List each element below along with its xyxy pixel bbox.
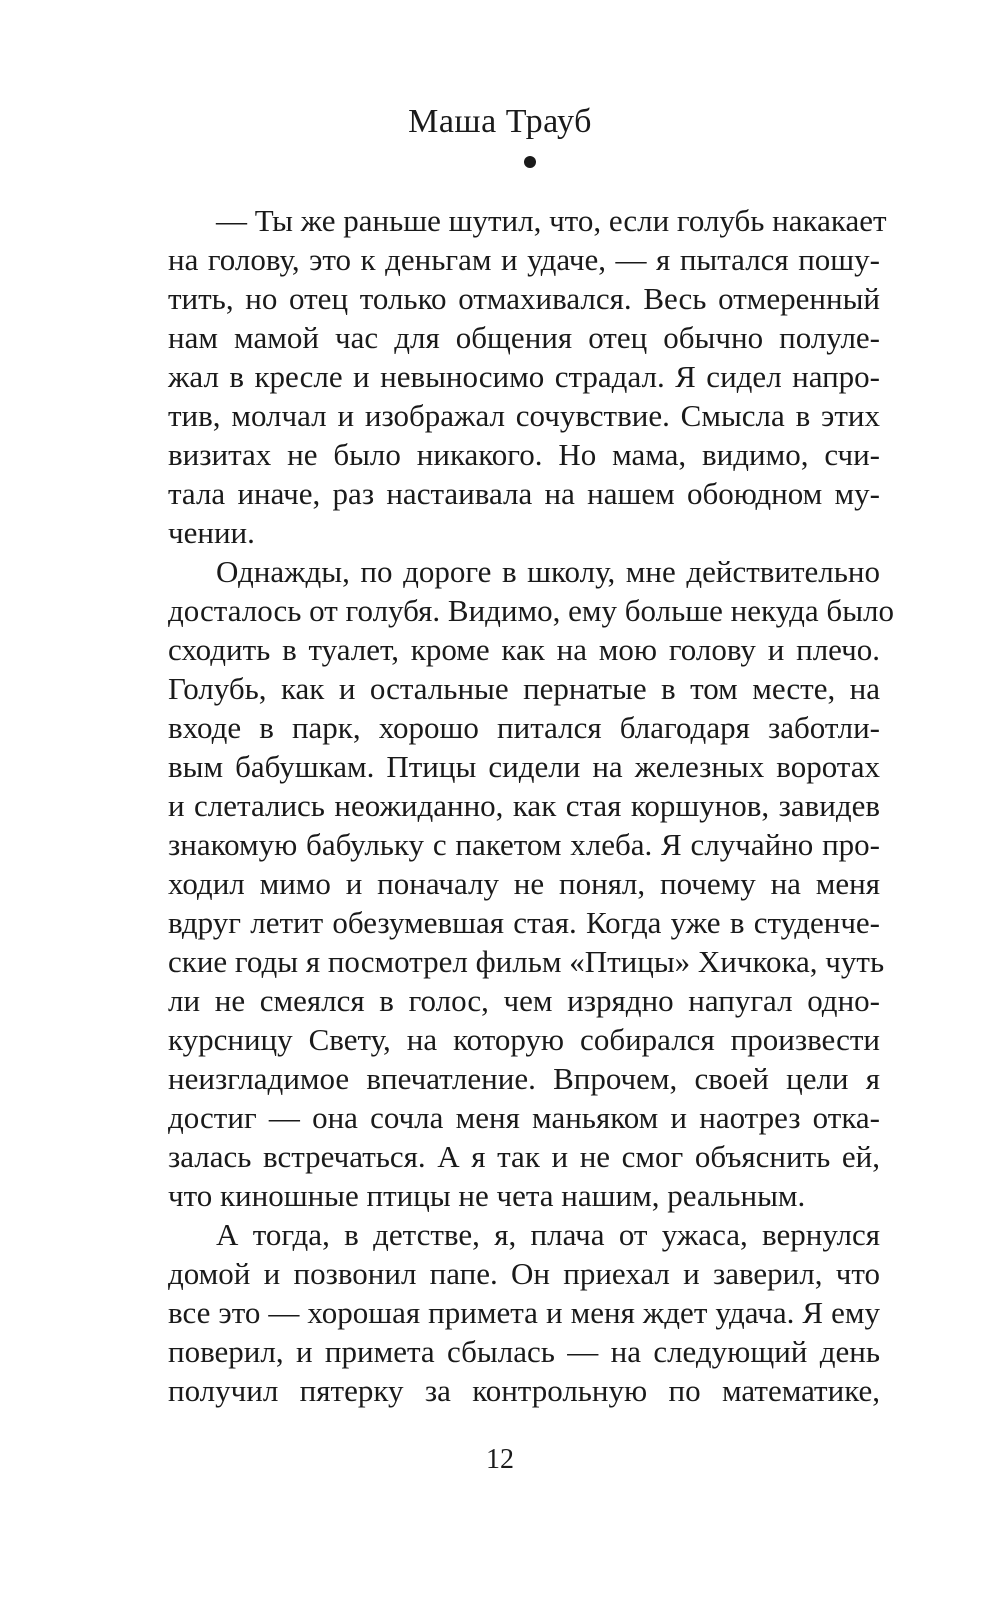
text-line: входе в парк, хорошо питался благодаря заботли- <box>168 710 880 745</box>
text-line: тив, молчал и изображал сочувствие. Смысла в этих <box>168 398 880 433</box>
text-line: курсницу Свету, на которую собирался произвести <box>168 1022 880 1057</box>
text-line: что киношные птицы не чета нашим, реальным. <box>168 1178 806 1213</box>
text-line: залась встречаться. А я так и не смог объяснить ей, <box>168 1139 880 1174</box>
text-line: досталось от голубя. Видимо, ему больше некуда было <box>168 593 894 628</box>
text-line: ли не смеялся в голос, чем изрядно напугал одно- <box>168 983 880 1018</box>
page-number: 12 <box>486 1444 514 1475</box>
text-line: домой и позвонил папе. Он приехал и заверил, что <box>168 1256 880 1291</box>
running-head-author: Маша Трауб <box>408 103 592 140</box>
text-line: поверил, и примета сбылась — на следующий день <box>168 1334 880 1369</box>
text-line: нам мамой час для общения отец обычно полуле- <box>168 320 880 355</box>
text-line: вдруг летит обезумевшая стая. Когда уже в студенче- <box>168 905 880 940</box>
text-line: неизгладимое впечатление. Впрочем, своей цели я <box>168 1061 880 1096</box>
text-line: жал в кресле и невыносимо страдал. Я сидел напро- <box>168 359 880 394</box>
body-text <box>168 201 894 1410</box>
text-line: знакомую бабульку с пакетом хлеба. Я случайно про- <box>168 827 880 862</box>
text-line: Голубь, как и остальные пернатые в том месте, на <box>168 671 880 706</box>
text-line: все это — хорошая примета и меня ждет удача. Я ему <box>168 1295 880 1330</box>
text-line: на голову, это к деньгам и удаче, — я пытался пошу- <box>168 242 880 277</box>
text-line: ходил мимо и поначалу не понял, почему на меня <box>168 866 880 901</box>
text-line: — Ты же раньше шутил, что, если голубь накакает <box>216 203 887 238</box>
text-line: вым бабушкам. Птицы сидели на железных воротах <box>168 749 880 784</box>
text-line: сходить в туалет, кроме как на мою голову и плечо. <box>168 632 880 667</box>
text-line: чении. <box>168 515 255 550</box>
text-line: достиг — она сочла меня маньяком и наотрез отка- <box>168 1100 880 1135</box>
text-line: и слетались неожиданно, как стая коршунов, завидев <box>168 788 880 823</box>
text-line: ские годы я посмотрел фильм «Птицы» Хичкока, чуть <box>168 944 885 979</box>
text-line: А тогда, в детстве, я, плача от ужаса, вернулся <box>216 1217 880 1252</box>
text-line: тала иначе, раз настаивала на нашем обоюдном му- <box>168 476 880 511</box>
text-line: получил пятерку за контрольную по математике, <box>168 1373 880 1408</box>
text-line: тить, но отец только отмахивался. Весь отмеренный <box>168 281 880 316</box>
text-line: визитах не было никакого. Но мама, видимо, счи- <box>168 437 880 472</box>
text-line: Однажды, по дороге в школу, мне действительно <box>216 554 880 589</box>
header-bullet-ornament <box>524 156 536 168</box>
